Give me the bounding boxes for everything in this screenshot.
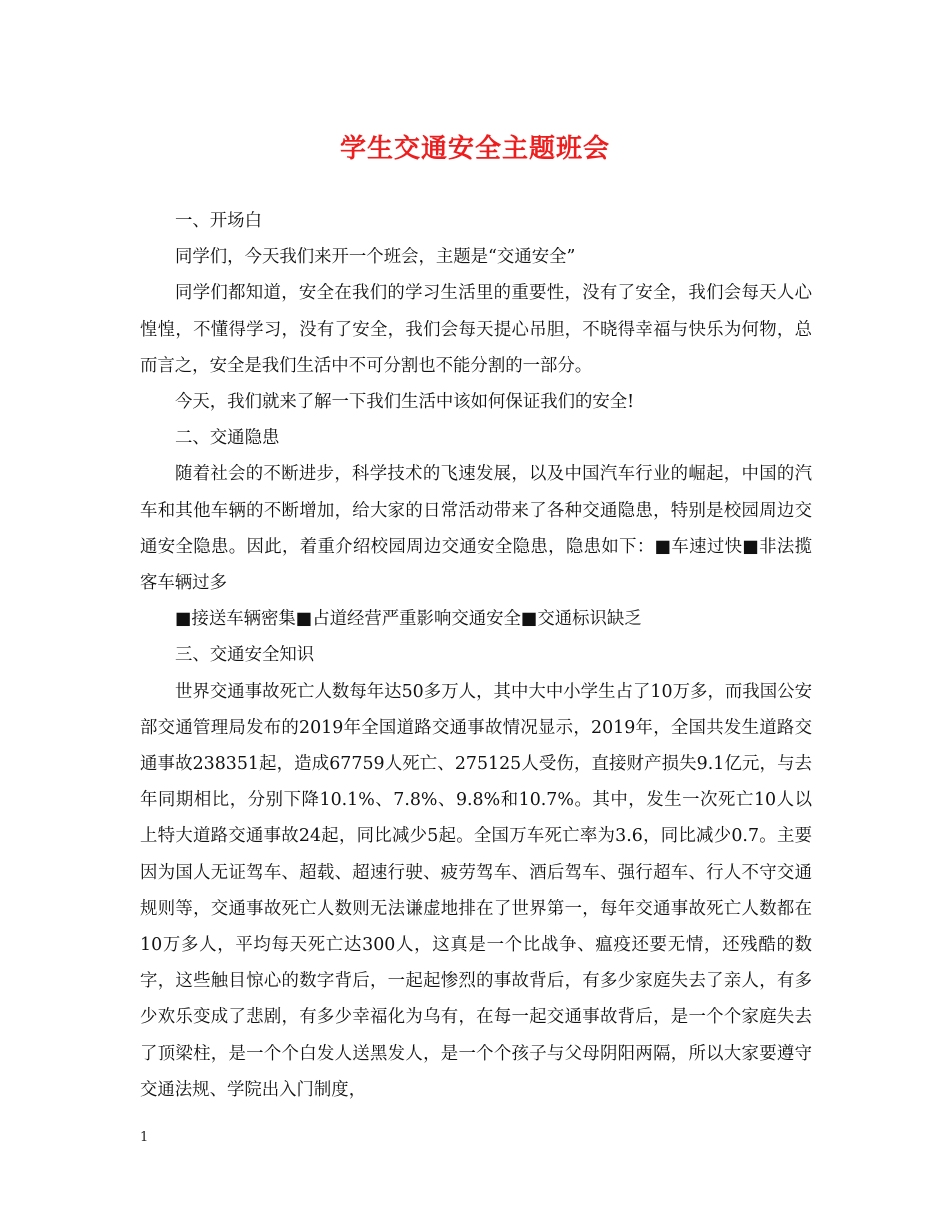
paragraph: 同学们都知道，安全在我们的学习生活里的重要性，没有了安全，我们会每天人心惶惶，不懂得学习，没有了安全，我们会每天提心吊胆，不晓得幸福与快乐为何物，总而言之，安全是我们生活中不可分割也不能分割的一部分。: [140, 283, 812, 376]
paragraph: ■接送车辆密集■占道经营严重影响交通安全■交通标识缺乏: [175, 609, 642, 630]
document-title: 学生交通安全主题班会: [339, 134, 610, 164]
paragraph: 世界交通事故死亡人数每年达50多万人，其中大中小学生占了10万多，而我国公安部交通管理局发布的2019年全国道路交通事故情况显示，2019年，全国共发生道路交通事故238351起，造成67759人死亡、275125人受伤，直接财产损失9.1亿元，与去年同期相比，分别下降10.1%、7.8%、9.8%和10.7%。其中，发生一次死亡10人以上特大道路交通事故24起，同比减少5起。全国万车死亡率为3.6，同比减少0.7。主要因为国人无证驾车、超载、超速行驶、疲劳驾车、酒后驾车、强行超车、行人不守交通规则等，交通事故死亡人数则无法谦虚地排在了世界第一，每年交通事故死亡人数都在10万多人，平均每天死亡达300人，这真是一个比战争、瘟疫还要无情，还残酷的数字，这些触目惊心的数字背后，一起起惨烈的事故背后，有多少家庭失去了亲人，有多少欢乐变成了悲剧，有多少幸福化为乌有，在每一起交通事故背后，是一个个家庭失去了顶梁柱，是一个个白发人送黑发人，是一个个孩子与父母阴阳两隔，所以大家要遵守交通法规、学院出入门制度，: [140, 681, 812, 1100]
paragraph: 同学们，今天我们来开一个班会，主题是“交通安全”: [175, 247, 576, 268]
document-body: [140, 203, 812, 1108]
paragraph: 随着社会的不断进步，科学技术的飞速发展，以及中国汽车行业的崛起，中国的汽车和其他车辆的不断增加，给大家的日常活动带来了各种交通隐患，特别是校园周边交通安全隐患。因此，着重介绍校园周边交通安全隐患，隐患如下：■车速过快■非法揽客车辆过多: [140, 464, 812, 594]
section-heading-opening: 一、开场白: [175, 211, 262, 231]
section-heading-knowledge: 三、交通安全知识: [175, 645, 315, 666]
section-heading-hazards: 二、交通隐患: [175, 428, 280, 449]
page-number: 1: [140, 1130, 149, 1145]
paragraph: 今天，我们就来了解一下我们生活中该如何保证我们的安全!: [175, 392, 635, 413]
